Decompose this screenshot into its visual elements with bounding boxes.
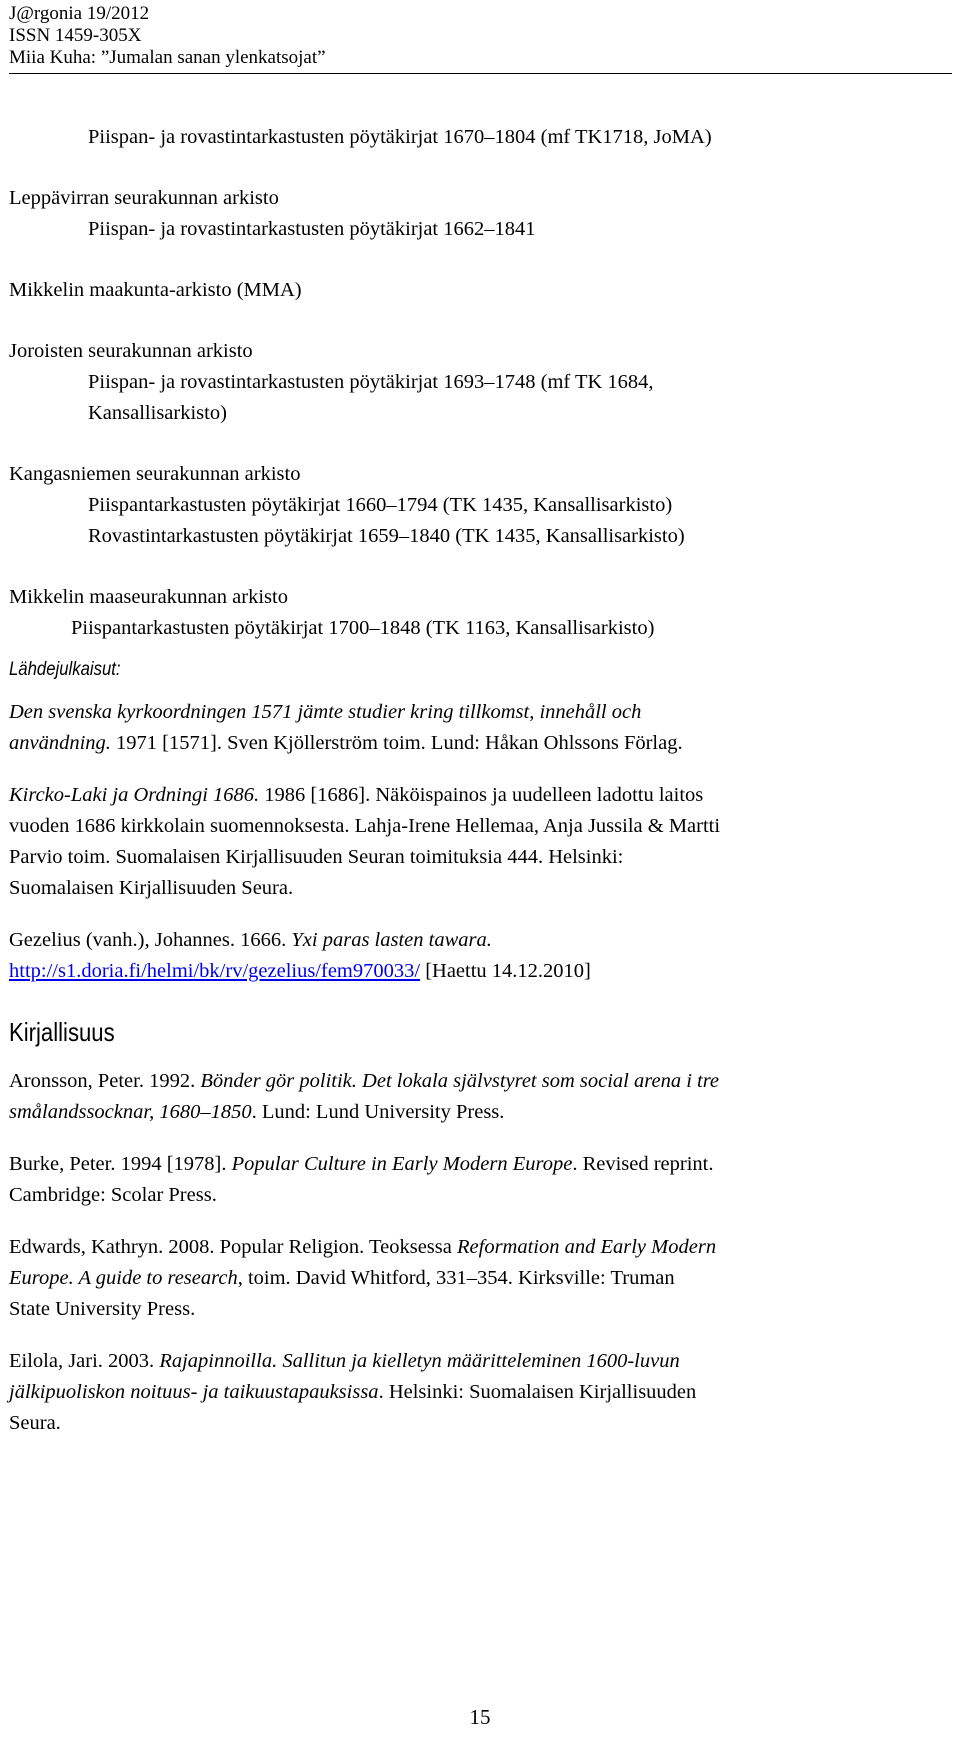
sources-heading: Lähdejulkaisut: <box>9 659 121 680</box>
reference-entry <box>9 780 954 904</box>
archive-joroinen <box>9 336 954 429</box>
ref-details: , toim. David Whitford, 331–354. Kirksville: Truman <box>237 1267 675 1289</box>
archive-item-cont: Kansallisarkisto) <box>88 402 227 424</box>
page-number: 15 <box>469 1705 491 1729</box>
reference-entry <box>9 1232 954 1325</box>
ref-title: Popular Culture in Early Modern Europe <box>231 1153 573 1175</box>
archive-item: Piispantarkastusten pöytäkirjat 1700–1848 (TK 1163, Kansallisarkisto) <box>71 617 655 639</box>
archive-kangasniemi <box>9 459 954 552</box>
archive-title: Joroisten seurakunnan arkisto <box>9 340 253 362</box>
article-author-title: Miia Kuha: ”Jumalan sanan ylenkatsojat” <box>9 47 326 68</box>
ref-author: Burke, Peter. 1994 [1978]. <box>9 1153 232 1175</box>
ref-title: Den svenska kyrkoordningen 1571 jämte studier kring tillkomst, innehåll och <box>9 701 642 723</box>
ref-author: Eilola, Jari. 2003. <box>9 1350 160 1372</box>
ref-details: . Helsinki: Suomalaisen Kirjallisuuden <box>378 1381 697 1403</box>
archive-item: Piispan- ja rovastintarkastusten pöytäkirjat 1670–1804 (mf TK1718, JoMA) <box>88 126 712 148</box>
reference-url-link[interactable]: http://s1.doria.fi/helmi/bk/rv/gezelius/fem970033/ <box>9 960 421 982</box>
ref-details: 1986 [1686]. Näköispainos ja uudelleen ladottu laitos <box>259 784 704 806</box>
literature-heading: Kirjallisuus <box>9 1017 115 1047</box>
ref-title: Reformation and Early Modern <box>457 1236 717 1258</box>
reference-entry <box>9 697 954 759</box>
ref-title: Yxi paras lasten tawara. <box>291 929 492 951</box>
archive-item: Piispantarkastusten pöytäkirjat 1660–1794 (TK 1435, Kansallisarkisto) <box>88 494 673 516</box>
ref-details: Parvio toim. Suomalaisen Kirjallisuuden Seuran toimituksia 444. Helsinki: <box>9 846 624 868</box>
archive-leppavirta <box>9 183 954 245</box>
ref-title: smålandssocknar, 1680–1850 <box>9 1101 252 1123</box>
archive-item: Piispan- ja rovastintarkastusten pöytäkirjat 1662–1841 <box>88 218 536 240</box>
ref-details: vuoden 1686 kirkkolain suomennoksesta. Lahja-Irene Hellemaa, Anja Jussila & Martti <box>9 815 721 837</box>
journal-issue: J@rgonia 19/2012 <box>9 3 150 24</box>
ref-author: Edwards, Kathryn. 2008. Popular Religion. Teoksessa <box>9 1236 457 1258</box>
running-header <box>9 3 952 74</box>
reference-entry <box>9 1346 954 1439</box>
reference-entry <box>9 1066 954 1128</box>
ref-title: Bönder gör politik. Det lokala självstyret som social arena i tre <box>200 1070 720 1092</box>
ref-title: användning. <box>9 732 111 754</box>
ref-title: Rajapinnoilla. Sallitun ja kielletyn määritteleminen 1600-luvun <box>159 1350 680 1372</box>
ref-title: Europe. A guide to research <box>9 1267 238 1289</box>
ref-author: Gezelius (vanh.), Johannes. 1666. <box>9 929 292 951</box>
archive-title: Kangasniemen seurakunnan arkisto <box>9 463 301 485</box>
archive-title: Mikkelin maaseurakunnan arkisto <box>9 586 288 608</box>
ref-details: 1971 [1571]. Sven Kjöllerström toim. Lund: Håkan Ohlssons Förlag. <box>110 732 683 754</box>
ref-title: Kircko-Laki ja Ordningi 1686. <box>9 784 260 806</box>
reference-entry <box>9 925 954 987</box>
archive-item: Rovastintarkastusten pöytäkirjat 1659–1840 (TK 1435, Kansallisarkisto) <box>88 525 685 547</box>
reference-entry <box>9 1149 954 1211</box>
ref-details: State University Press. <box>9 1298 196 1320</box>
ref-details: . Revised reprint. <box>572 1153 714 1175</box>
ref-author: Aronsson, Peter. 1992. <box>9 1070 201 1092</box>
issn: ISSN 1459-305X <box>9 25 142 46</box>
ref-details: Suomalaisen Kirjallisuuden Seura. <box>9 877 294 899</box>
archive-title: Leppävirran seurakunnan arkisto <box>9 187 279 209</box>
page-body <box>9 122 954 1439</box>
ref-details: . Lund: Lund University Press. <box>251 1101 505 1123</box>
ref-details: Seura. <box>9 1412 61 1434</box>
ref-accessed: [Haettu 14.12.2010] <box>420 960 591 982</box>
archive-group-title: Mikkelin maakunta-arkisto (MMA) <box>9 279 302 301</box>
archive-mikkeli-mlk <box>9 582 954 644</box>
ref-title: jälkipuoliskon noituus- ja taikuustapauksissa <box>9 1381 379 1403</box>
ref-details: Cambridge: Scolar Press. <box>9 1184 217 1206</box>
archive-item: Piispan- ja rovastintarkastusten pöytäkirjat 1693–1748 (mf TK 1684, <box>88 371 654 393</box>
